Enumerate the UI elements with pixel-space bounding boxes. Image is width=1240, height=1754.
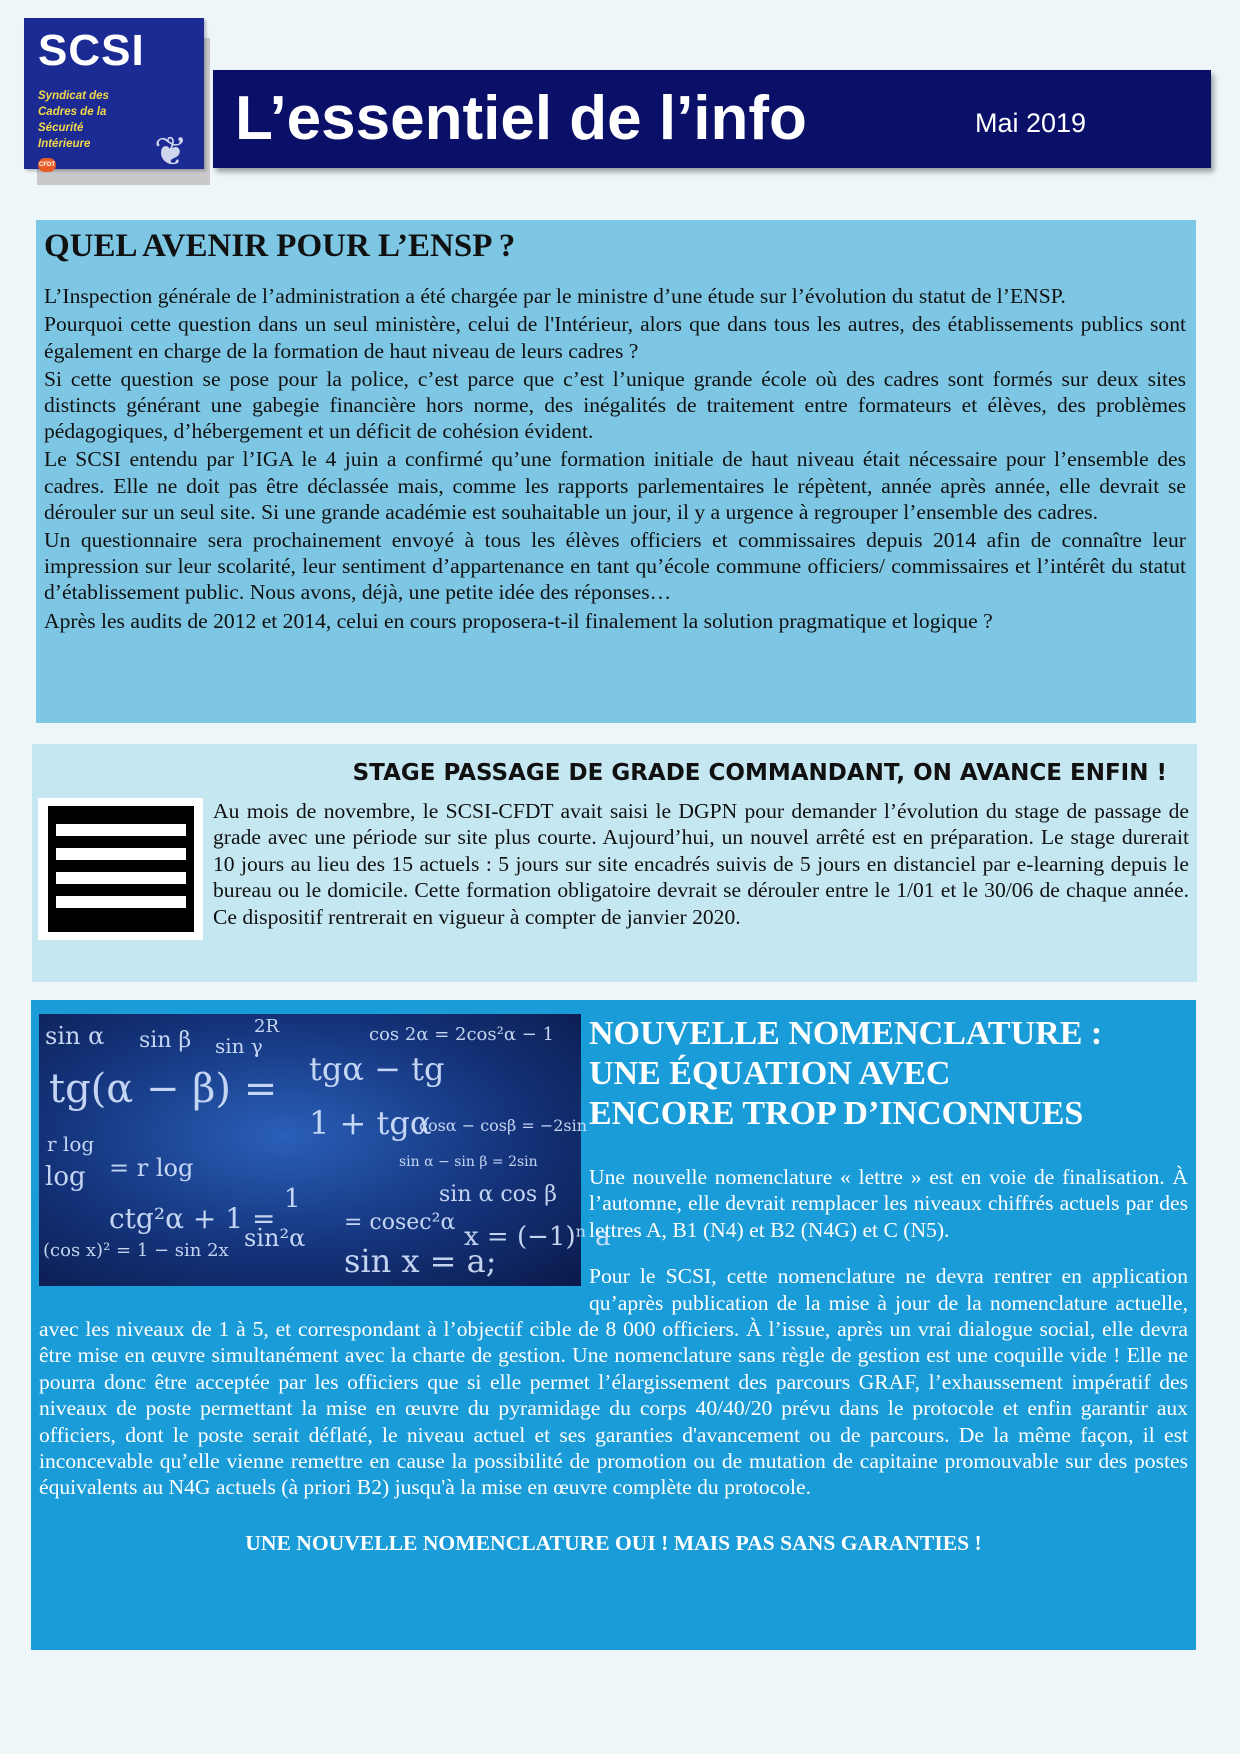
formula: x = (−1)ⁿ a — [464, 1222, 611, 1252]
formula: sin β — [139, 1028, 192, 1053]
logo-name: SCSI — [38, 26, 145, 75]
formula: sin x = a; — [344, 1242, 497, 1280]
scsi-logo — [24, 18, 204, 174]
formula: sin γ — [215, 1034, 263, 1058]
menu-icon — [38, 798, 203, 940]
formula: log — [45, 1162, 86, 1192]
title-line: ENCORE TROP D’INCONNUES — [589, 1095, 1084, 1132]
issue-date: Mai 2019 — [975, 108, 1087, 138]
formula: sin²α — [244, 1224, 306, 1252]
article-paragraph: Pourquoi cette question dans un seul ministère, celui de l'Intérieur, alors que dans tous les autres, des établissements publics sont également en charge de la formation de haut niveau de leurs cadres ? — [44, 312, 1186, 363]
title-line: NOUVELLE NOMENCLATURE : — [589, 1015, 1103, 1052]
article-paragraph: Le SCSI entendu par l’IGA le 4 juin a confirmé qu’une formation initiale de haut niveau était nécessaire pour l’ensemble des cadres. Elle ne doit pas être déclassée mais, comme les rapports parlementaires le répètent, année après année, elle devrait se dérouler sur un seul site. Si une grande académie est souhaitable un jour, il y a urgence à regrouper l’ensemble des cadres. — [44, 447, 1186, 524]
article-stage-commandant — [32, 744, 1197, 982]
formula: (cos x)² = 1 − sin 2x — [43, 1240, 229, 1261]
formula: 2R — [254, 1016, 280, 1037]
formula: sin α − sin β = 2sin — [399, 1154, 538, 1170]
formula: ctg²α + 1 = — [109, 1202, 276, 1235]
article-paragraph: Une nouvelle nomenclature « lettre » est en voie de finalisation. À l’automne, elle devrait remplacer les niveaux chiffrés actuels par des lettres A, B1 (N4) et B2 (N4G) et C (N5). — [589, 1165, 1188, 1242]
article-ensp — [36, 220, 1196, 723]
formula: cosα − cosβ = −2sin — [419, 1116, 588, 1135]
article-title: STAGE PASSAGE DE GRADE COMMANDANT, ON AVANCE ENFIN ! — [352, 760, 1167, 786]
logo-subtitle — [38, 88, 109, 152]
article-paragraph: Après les audits de 2012 et 2014, celui en cours proposera-t-il finalement la solution pragmatique et logique ? — [44, 608, 993, 633]
math-image — [39, 1014, 611, 1286]
article-paragraph: Un questionnaire sera prochainement envoyé à tous les élèves officiers et commissaires depuis 2014 afin de connaître leur impression sur leur scolarité, leur sentiment d’appartenance en tant qu’école commune officiers/ commissaires et l’intérêt du statut d’établissement public. Nous avons, déjà, une petite idée des réponses… — [44, 528, 1186, 605]
title-line: UNE ÉQUATION AVEC — [589, 1055, 951, 1092]
logo-line: Intérieure — [38, 138, 91, 150]
logo-line: Cadres de la — [38, 106, 107, 118]
header-banner — [213, 70, 1211, 168]
formula: = cosec²α — [344, 1210, 456, 1235]
leaf-icon: ❦ — [154, 129, 188, 174]
page-title: L’essentiel de l’info — [235, 84, 807, 153]
formula: tg(α − β) = — [49, 1066, 278, 1112]
formula: r log — [47, 1132, 95, 1156]
formula: 1 + tgα — [309, 1104, 432, 1142]
article-paragraph: Si cette question se pose pour la police, c’est parce que c’est l’unique grande école où des cadres sont formés sur deux sites distincts générant une gabegie financière hors norme, des inégalités de traitement entre formateurs et élèves, des problèmes pédagogiques, d’hébergement et un déficit de cohésion évident. — [44, 366, 1186, 444]
formula: sin α — [45, 1022, 105, 1050]
formula: 1 — [284, 1184, 301, 1214]
logo-line: Sécurité — [38, 122, 84, 134]
article-paragraph: Au mois de novembre, le SCSI-CFDT avait saisi le DGPN pour demander l’évolution du stage de passage de grade avec une période sur site plus courte. Aujourd’hui, un nouvel arrêté est en préparation. Le stage durerait 10 jours au lieu des 15 actuels : 5 jours sur site encadrés suivis de 5 jours en distanciel par e-learning depuis le bureau ou le domicile. Cette formation obligatoire devrait se dérouler entre le 1/01 et le 30/06 de chaque année. Ce dispositif rentrerait en vigueur à compter de janvier 2020. — [213, 799, 1189, 929]
cfdt-badge: CFDT — [38, 158, 56, 172]
formula: = r log — [109, 1154, 194, 1182]
logo-line: Syndicat des — [38, 90, 109, 102]
article-paragraph: L’Inspection générale de l’administration a été chargée par le ministre d’une étude sur l’évolution du statut de l’ENSP. — [44, 284, 1066, 309]
formula: cos 2α = 2cos²α − 1 — [369, 1024, 554, 1045]
article-conclusion: UNE NOUVELLE NOMENCLATURE OUI ! MAIS PAS SANS GARANTIES ! — [245, 1530, 982, 1555]
article-nomenclature — [31, 1000, 1196, 1650]
formula: tgα − tg — [309, 1050, 445, 1088]
article-paragraph: Pour le SCSI, cette nomenclature ne devra rentrer en application qu’après publication de la mise à jour de la nomenclature actuelle, avec les niveaux de 1 à 5, et correspondant à l’objectif cible de 8 000 officiers. À l’issue, après un vrai dialogue social, elle devra être mise en œuvre simultanément avec la charte de gestion. Une nomenclature sans règle de gestion est une coquille vide ! Elle ne pourra donc être acceptée par les officiers que si elle permet l’élargissement des parcours GRAF, l’exhaussement impératif des niveaux de poste permettant la mise en œuvre du pyramidage du corps 40/40/20 prévu dans le protocole et enfin garantir aux officiers, dont le poste serait déflaté, le niveau actuel et ses garanties d'avancement ou de parcours. De la même façon, il est inconcevable qu’elle vienne remettre en cause la possibilité de promotion ou de mutation de capitaine promouvable sur des postes équivalents au N4G actuels (à priori B2) jusqu'à la mise en œuvre complète du protocole. — [39, 1264, 1188, 1500]
formula: sin α cos β — [439, 1182, 557, 1207]
article-title: QUEL AVENIR POUR L’ENSP ? — [44, 228, 516, 264]
